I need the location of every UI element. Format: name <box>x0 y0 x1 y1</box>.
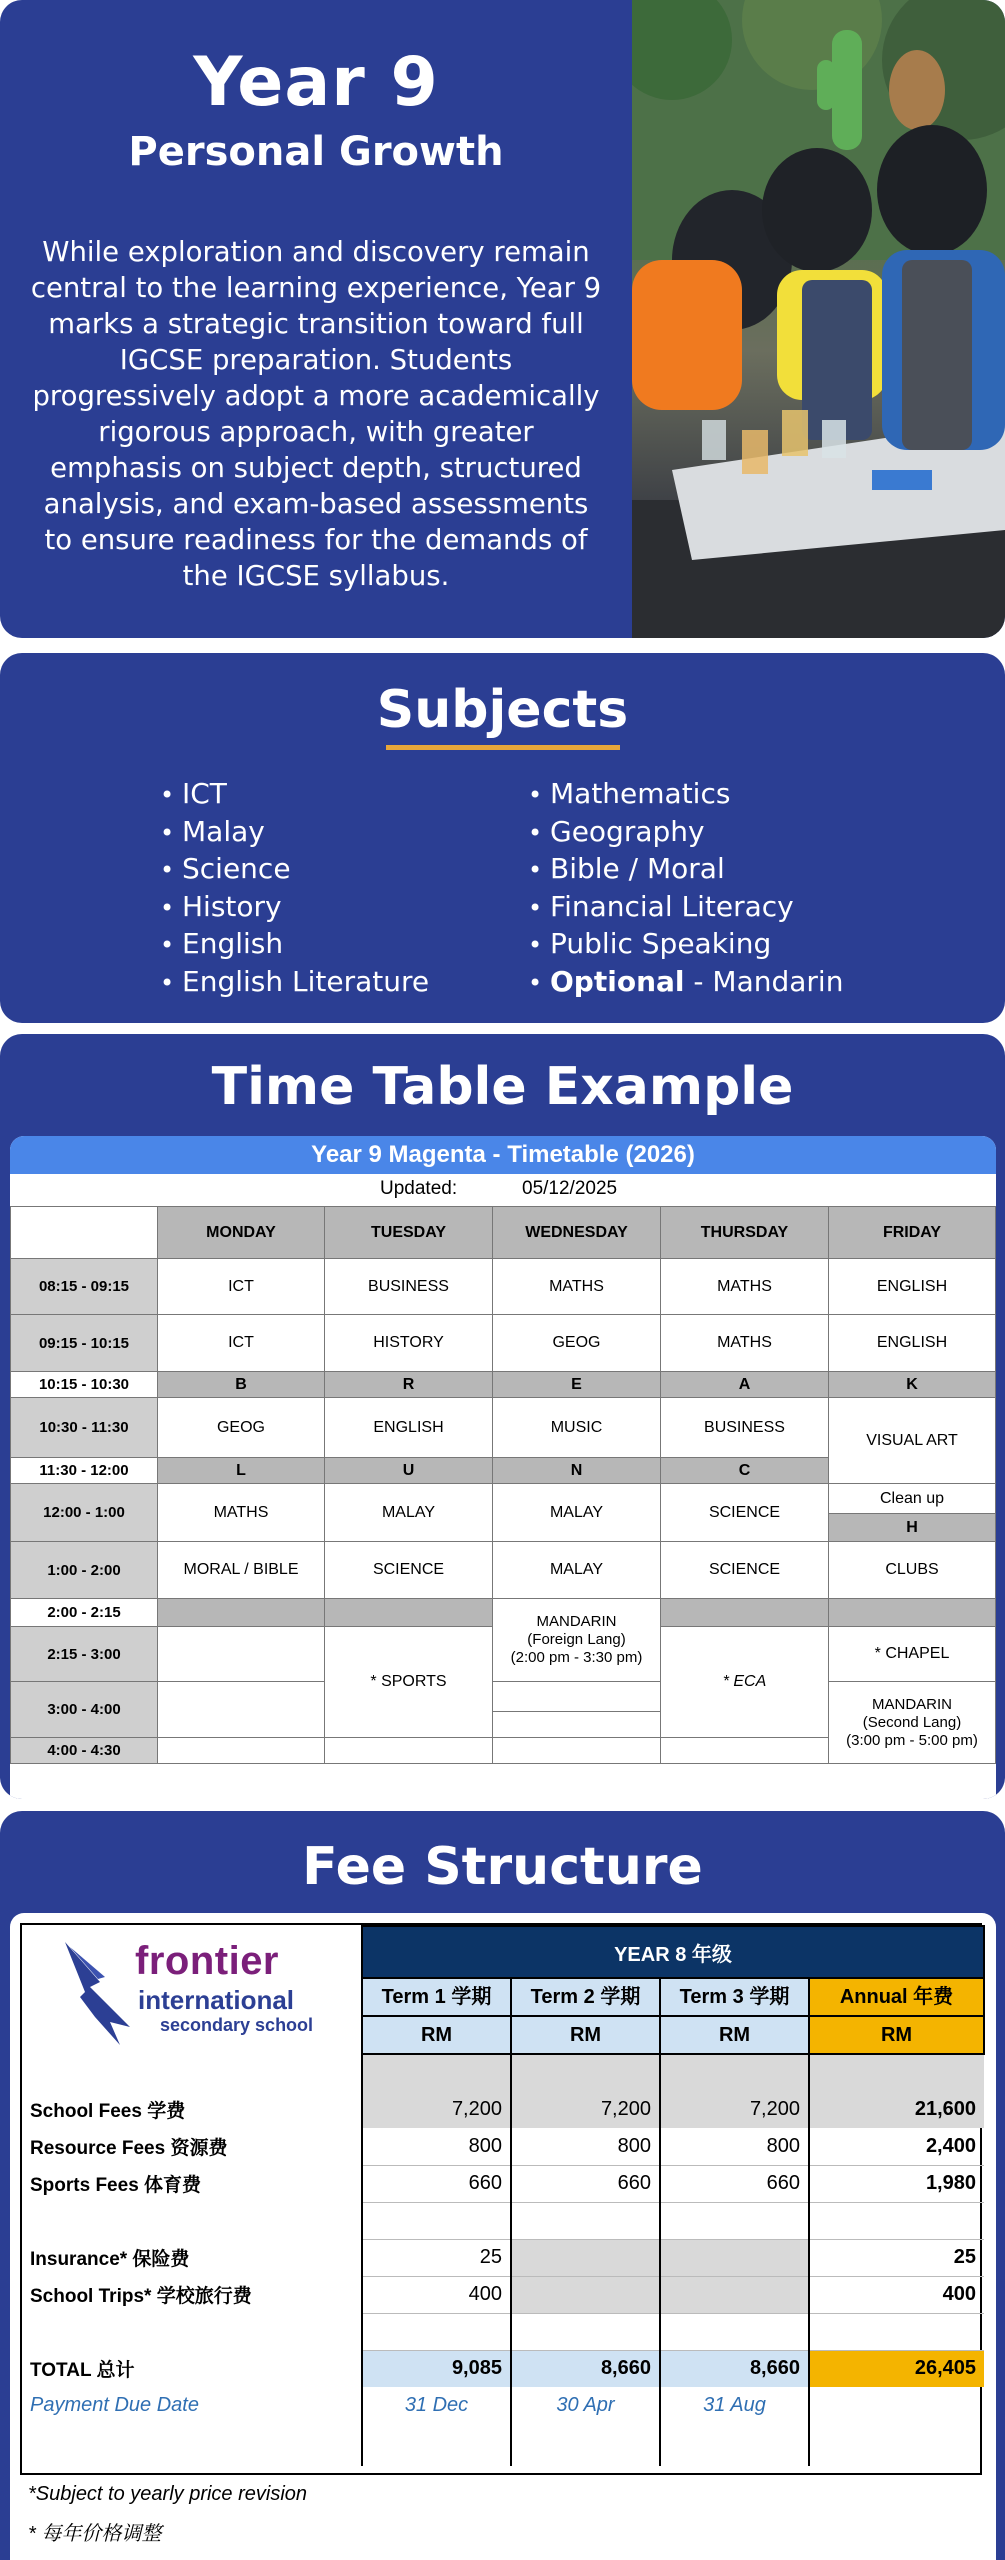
mandarin-foreign-cell <box>493 1599 661 1682</box>
day-header: MONDAY <box>158 1207 325 1259</box>
lesson-cell: SCIENCE <box>661 1484 829 1542</box>
total-annual-value: 26,405 <box>809 2350 984 2387</box>
subjects-title: Subjects <box>376 680 629 740</box>
subjects-list-right <box>528 776 843 1001</box>
lesson-cell: VISUAL ART <box>829 1398 996 1484</box>
title-underline <box>386 745 620 750</box>
fee-sheet <box>10 1913 996 2560</box>
fee-label: Sports Fees 体育费 <box>30 2175 202 2196</box>
fee-value: 660 <box>660 2165 809 2202</box>
chapel-cell: * CHAPEL <box>829 1627 996 1682</box>
updated-value: 05/12/2025 <box>522 1178 618 1199</box>
empty-cell <box>158 1627 325 1682</box>
time-slot: 2:00 - 2:15 <box>11 1599 158 1627</box>
spacer-cell <box>660 2313 809 2350</box>
lesson-cell: BUSINESS <box>325 1259 493 1315</box>
term-header: Term 1 学期 <box>362 1978 511 2016</box>
day-header: FRIDAY <box>829 1207 996 1259</box>
spacer-cell <box>22 2054 362 2091</box>
lunch-cell: N <box>493 1458 661 1484</box>
empty-cell <box>493 1738 661 1764</box>
lesson-cell: MUSIC <box>493 1398 661 1458</box>
lunch-cell: L <box>158 1458 325 1484</box>
due-date-value: 30 Apr <box>511 2387 660 2424</box>
time-slot: 09:15 - 10:15 <box>11 1315 158 1372</box>
footnote-english: *Subject to yearly price revision <box>28 2483 308 2505</box>
empty-cell <box>829 1599 996 1627</box>
fee-value: 660 <box>511 2165 660 2202</box>
due-date-value: 31 Dec <box>362 2387 511 2424</box>
fee-label: School Fees 学费 <box>30 2101 186 2122</box>
spacer-cell <box>22 2202 362 2239</box>
footnote-chinese: * 每年价格调整 <box>28 2523 162 2545</box>
empty-cell <box>661 1599 829 1627</box>
total-value: 8,660 <box>660 2350 809 2387</box>
timetable-title: Time Table Example <box>211 1057 794 1117</box>
lesson-cell: MATHS <box>661 1315 829 1372</box>
empty-cell <box>493 1682 661 1712</box>
logo-line1: frontier <box>135 1939 279 1983</box>
lesson-cell: SCIENCE <box>661 1542 829 1599</box>
intro-text-block <box>0 0 632 638</box>
spacer-cell <box>511 2202 660 2239</box>
break-cell: B <box>158 1372 325 1398</box>
spacer-cell <box>511 2054 660 2091</box>
page-subtitle: Personal Growth <box>128 129 504 175</box>
lesson-cell: BUSINESS <box>661 1398 829 1458</box>
fee-annual-value: 21,600 <box>809 2091 984 2128</box>
spacer-cell <box>809 2054 984 2091</box>
fee-value <box>511 2239 660 2276</box>
time-slot: 3:00 - 4:00 <box>11 1682 158 1738</box>
lunch-cell: H <box>829 1514 996 1542</box>
spacer-cell <box>22 2424 362 2466</box>
spacer-cell <box>511 2424 660 2466</box>
subjects-list-left <box>160 776 429 1001</box>
break-cell: K <box>829 1372 996 1398</box>
lesson-cell: MALAY <box>493 1542 661 1599</box>
total-value: 9,085 <box>362 2350 511 2387</box>
subject-item: • History <box>160 889 429 927</box>
time-slot: 12:00 - 1:00 <box>11 1484 158 1542</box>
fee-value <box>660 2239 809 2276</box>
cleanup-cell: Clean up <box>829 1484 996 1514</box>
intro-paragraph: While exploration and discovery remain central to the learning experience, Year 9 marks a strategic transition toward full IGCSE preparation. Students progressively adopt a more academically rigorous approach, with greater emphasis on subject depth, structured analysis, and exam-based assessments to ensure readiness for the demands of the IGCSE syllabus. <box>30 236 602 592</box>
term-header: Term 3 学期 <box>660 1978 809 2016</box>
updated-label: Updated: <box>380 1178 458 1199</box>
mandarin-line: (3:00 pm - 5:00 pm) <box>846 1731 978 1749</box>
fee-annual-value: 25 <box>809 2239 984 2276</box>
fee-value: 400 <box>362 2276 511 2313</box>
subject-item: • English <box>160 926 429 964</box>
subject-item: • Bible / Moral <box>528 851 843 889</box>
lesson-cell: SCIENCE <box>325 1542 493 1599</box>
subject-item: • Malay <box>160 814 429 852</box>
subject-item: • Science <box>160 851 429 889</box>
eca-cell: * ECA <box>661 1627 829 1738</box>
fee-value: 800 <box>511 2128 660 2165</box>
lesson-cell: HISTORY <box>325 1315 493 1372</box>
unit-header: RM <box>362 2016 511 2054</box>
fee-annual-value: 1,980 <box>809 2165 984 2202</box>
empty-cell <box>158 1682 325 1738</box>
photo-illustration <box>632 0 1005 638</box>
spacer-cell <box>22 2313 362 2350</box>
mandarin-line: (2:00 pm - 3:30 pm) <box>510 1649 643 1666</box>
time-slot: 11:30 - 12:00 <box>11 1458 158 1484</box>
fee-value: 800 <box>362 2128 511 2165</box>
fee-value <box>511 2276 660 2313</box>
empty-cell <box>493 1712 661 1738</box>
due-date-value: 31 Aug <box>660 2387 809 2424</box>
optional-value: - Mandarin <box>684 964 844 998</box>
fee-value: 660 <box>362 2165 511 2202</box>
subjects-card <box>0 653 1005 1023</box>
spacer-cell <box>362 2424 511 2466</box>
lunch-cell: C <box>661 1458 829 1484</box>
spacer-cell <box>362 2313 511 2350</box>
unit-header: RM <box>511 2016 660 2054</box>
time-slot: 10:15 - 10:30 <box>11 1372 158 1398</box>
fees-title: Fee Structure <box>302 1837 703 1897</box>
empty-cell <box>661 1738 829 1764</box>
unit-header: RM <box>809 2016 984 2054</box>
logo-line2: international <box>138 1985 295 2015</box>
timetable-card <box>0 1034 1005 1799</box>
timetable-sheet-title: Year 9 Magenta - Timetable (2026) <box>10 1136 996 1174</box>
time-slot: 1:00 - 2:00 <box>11 1542 158 1599</box>
fee-value <box>660 2276 809 2313</box>
fee-label: School Trips* 学校旅行费 <box>30 2286 252 2307</box>
subject-item-optional <box>528 964 843 1002</box>
logo-cell <box>22 1926 362 1978</box>
timetable-grid <box>10 1206 996 1764</box>
subject-item: • Mathematics <box>528 776 843 814</box>
break-cell: A <box>661 1372 829 1398</box>
total-value: 8,660 <box>511 2350 660 2387</box>
lesson-cell: ICT <box>158 1259 325 1315</box>
fee-annual-value: 2,400 <box>809 2128 984 2165</box>
fee-label: Resource Fees 资源费 <box>30 2138 228 2159</box>
spacer-cell <box>809 2313 984 2350</box>
students-science-photo <box>632 0 1005 638</box>
empty-cell <box>325 1599 493 1627</box>
lesson-cell: MATHS <box>158 1484 325 1542</box>
logo-line3: secondary school <box>160 2015 314 2035</box>
mandarin-line: (Foreign Lang) <box>527 1631 626 1648</box>
fee-value: 7,200 <box>362 2091 511 2128</box>
due-date-value <box>809 2387 984 2424</box>
time-slot: 2:15 - 3:00 <box>11 1627 158 1682</box>
spacer-cell <box>362 2054 511 2091</box>
lunch-cell: U <box>325 1458 493 1484</box>
sports-cell: * SPORTS <box>325 1627 493 1738</box>
lesson-cell: MATHS <box>493 1259 661 1315</box>
unit-header: RM <box>660 2016 809 2054</box>
fee-label: Insurance* 保险费 <box>30 2249 190 2270</box>
subject-item: • Financial Literacy <box>528 889 843 927</box>
mandarin-line: MANDARIN <box>871 1695 952 1713</box>
empty-cell <box>158 1599 325 1627</box>
empty-cell <box>325 1738 493 1764</box>
lesson-cell: ENGLISH <box>325 1398 493 1458</box>
lesson-cell: MORAL / BIBLE <box>158 1542 325 1599</box>
page-title: Year 9 <box>193 43 439 122</box>
lesson-cell: ENGLISH <box>829 1315 996 1372</box>
spacer-cell <box>809 2202 984 2239</box>
subject-item: • ICT <box>160 776 429 814</box>
annual-header: Annual 年费 <box>809 1978 984 2016</box>
mandarin-line: (Second Lang) <box>862 1713 962 1731</box>
spacer-cell <box>362 2202 511 2239</box>
break-cell: E <box>493 1372 661 1398</box>
mandarin-line: MANDARIN <box>536 1613 617 1630</box>
spacer-cell <box>660 2202 809 2239</box>
subject-item: • English Literature <box>160 964 429 1002</box>
spacer-cell <box>809 2424 984 2466</box>
lesson-cell: ENGLISH <box>829 1259 996 1315</box>
subject-item: • Geography <box>528 814 843 852</box>
time-slot: 4:00 - 4:30 <box>11 1738 158 1764</box>
subject-item: • Public Speaking <box>528 926 843 964</box>
spacer-cell <box>511 2313 660 2350</box>
due-date-label: Payment Due Date <box>30 2394 199 2416</box>
fee-value: 800 <box>660 2128 809 2165</box>
logo-cell <box>22 1978 362 2054</box>
corner-cell <box>11 1207 158 1259</box>
fees-card <box>0 1811 1005 2560</box>
day-header: WEDNESDAY <box>493 1207 661 1259</box>
spacer-cell <box>660 2424 809 2466</box>
mandarin-second-cell <box>829 1682 996 1764</box>
time-slot: 08:15 - 09:15 <box>11 1259 158 1315</box>
day-header: TUESDAY <box>325 1207 493 1259</box>
empty-cell <box>158 1738 325 1764</box>
intro-card <box>0 0 1005 638</box>
time-slot: 10:30 - 11:30 <box>11 1398 158 1458</box>
lesson-cell: ICT <box>158 1315 325 1372</box>
fee-annual-value: 400 <box>809 2276 984 2313</box>
day-header: THURSDAY <box>661 1207 829 1259</box>
optional-label: Optional <box>550 964 685 998</box>
lesson-cell: MATHS <box>661 1259 829 1315</box>
lesson-cell: MALAY <box>493 1484 661 1542</box>
lesson-cell: GEOG <box>158 1398 325 1458</box>
lesson-cell: CLUBS <box>829 1542 996 1599</box>
fee-table <box>22 1925 985 2466</box>
break-cell: R <box>325 1372 493 1398</box>
lesson-cell: GEOG <box>493 1315 661 1372</box>
year-header: YEAR 8 年级 <box>362 1926 984 1978</box>
term-header: Term 2 学期 <box>511 1978 660 2016</box>
fee-value: 25 <box>362 2239 511 2276</box>
timetable-sheet <box>10 1136 996 1799</box>
fee-value: 7,200 <box>511 2091 660 2128</box>
spacer-cell <box>660 2054 809 2091</box>
lesson-cell: MALAY <box>325 1484 493 1542</box>
total-label: TOTAL 总计 <box>30 2360 135 2381</box>
fee-value: 7,200 <box>660 2091 809 2128</box>
